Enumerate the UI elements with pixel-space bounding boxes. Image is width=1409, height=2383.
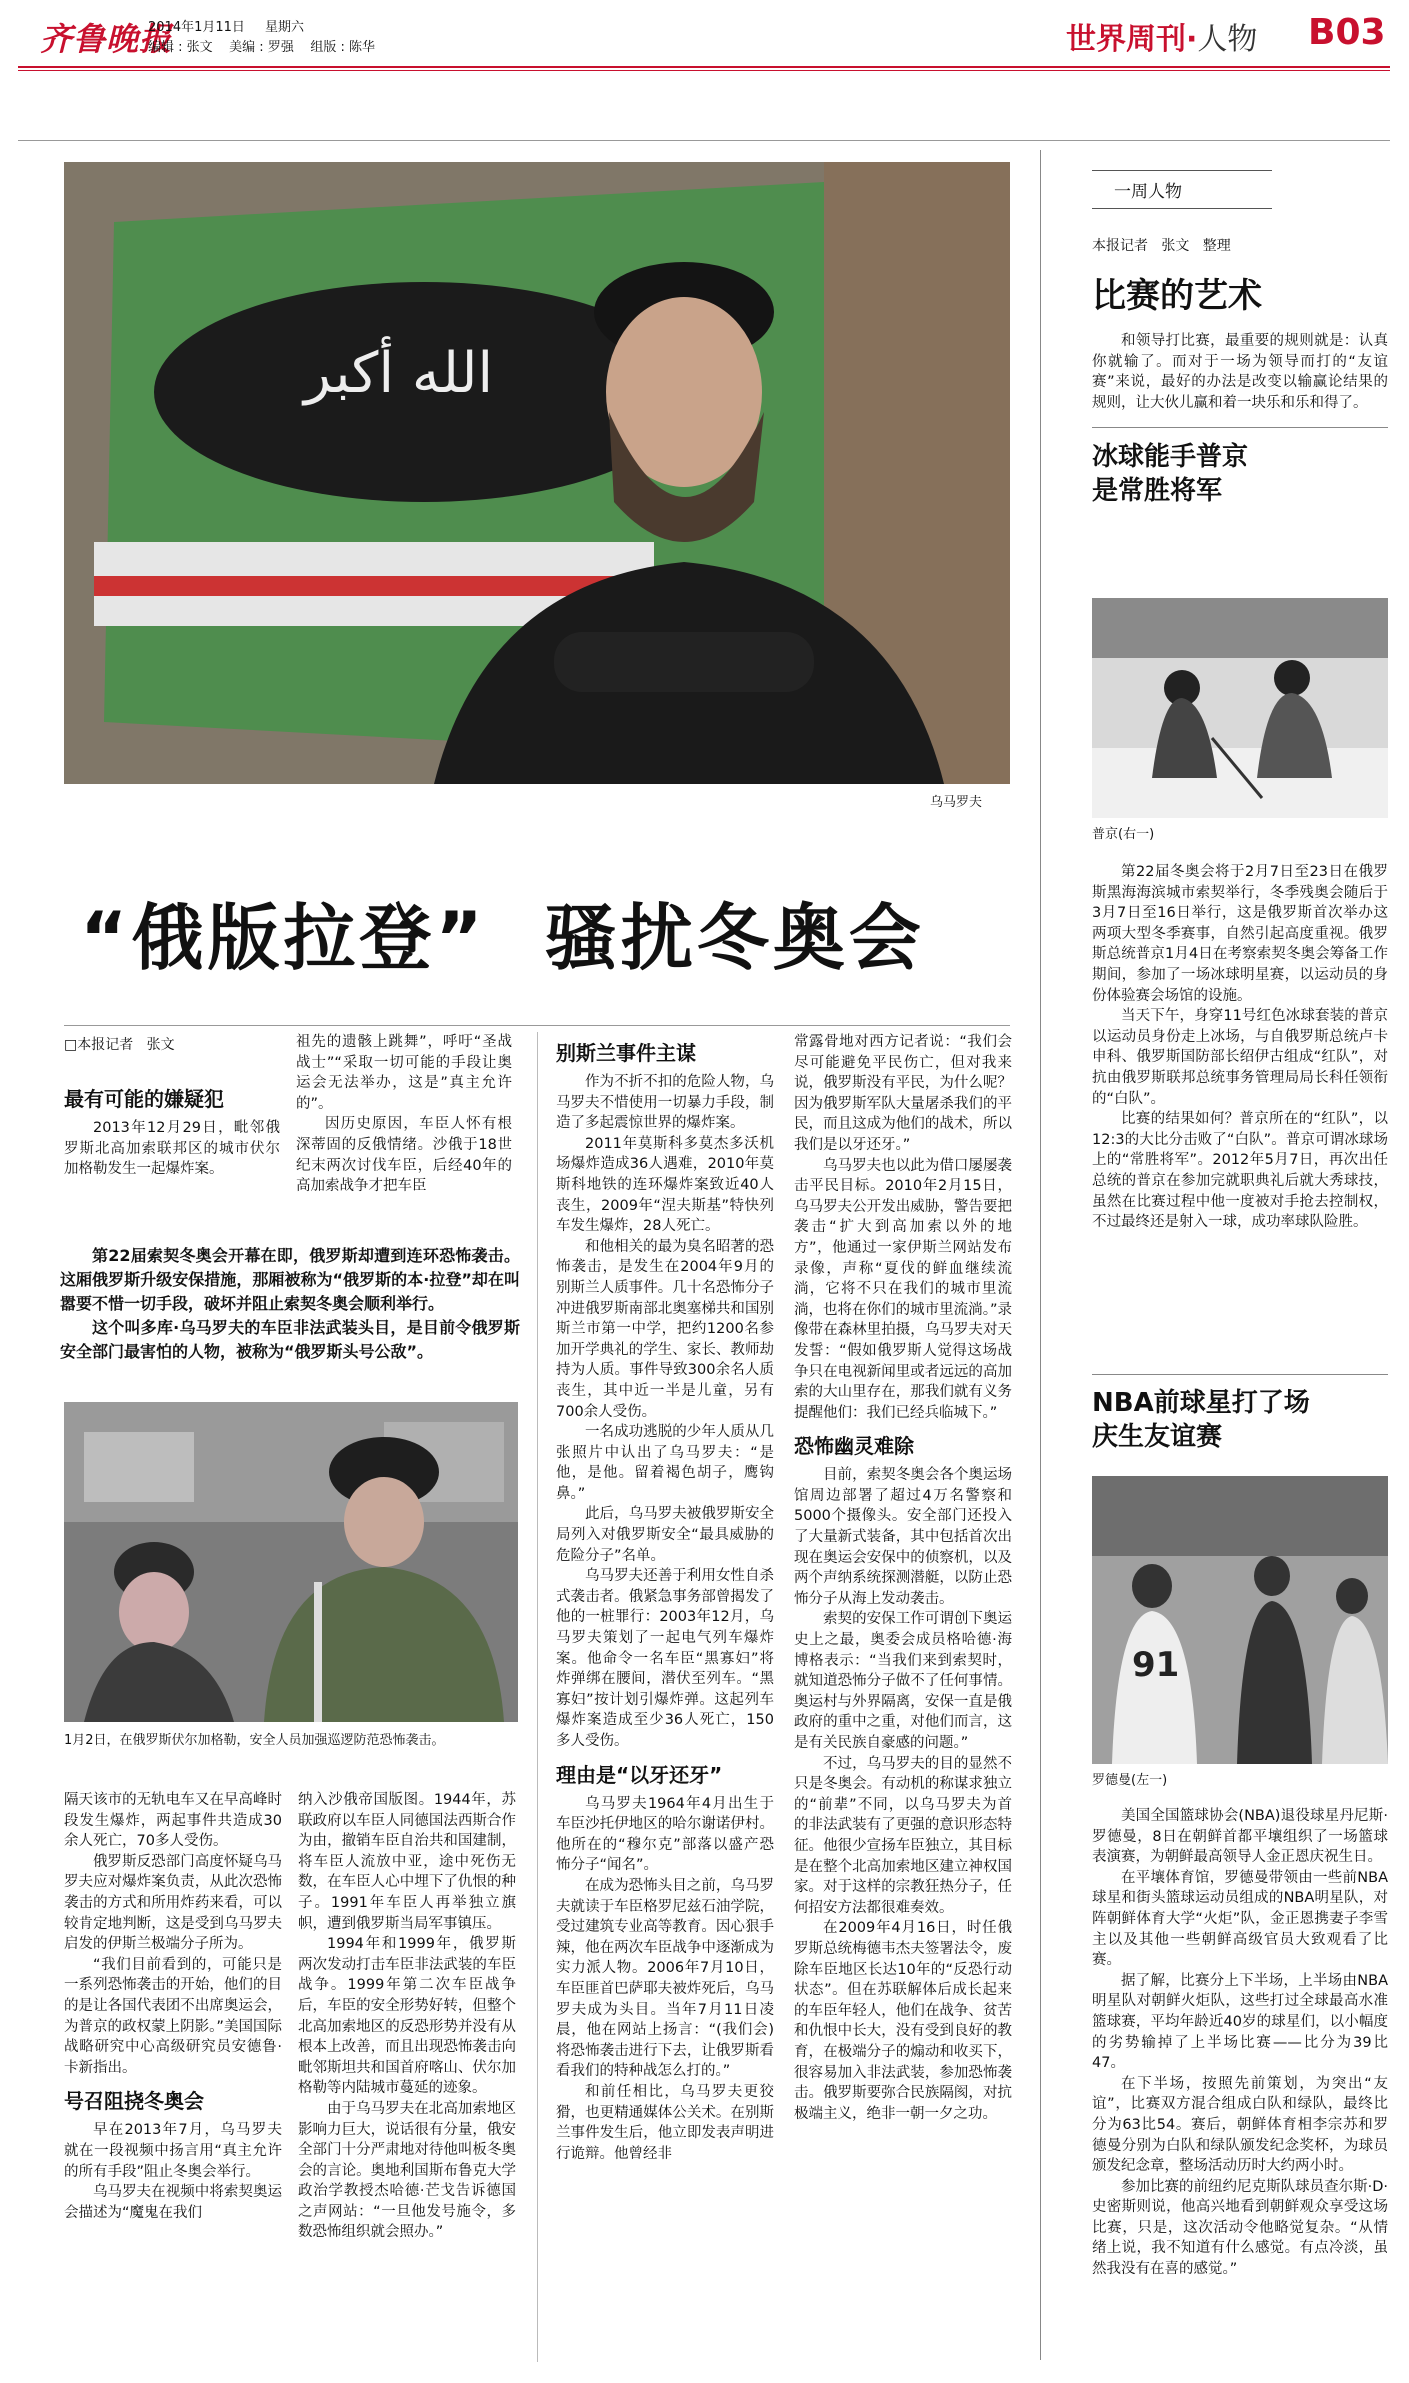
col4-para-2: 乌马罗夫也以此为借口屡屡袭击平民目标。2010年2月15日，乌马罗夫公开发出威胁，警告要把袭击“扩大到高加索以外的地方”，他通过一家伊斯兰网站发布录像，声称“夏伐的鲜血继续流淌，它将不只在我们的城市里流淌，也将在你们的城市里流淌。”录像带在森林里拍摄，乌马罗夫对天发誓：“假如俄罗斯人觉得这场战争只在电视新闻里或者远远的高加索的大山里存在，那我们就有义务提醒他们：我们已经兵临城下。” [794, 1157, 1012, 1421]
svg-text:91: 91 [1132, 1645, 1180, 1685]
col3-para-7: 乌马罗夫1964年4月出生于车臣沙托伊地区的哈尔谢诺伊村。他所在的“穆尔克”部落以盛产恐怖分子“闻名”。 [556, 1795, 774, 1874]
col3-para-2: 2011年莫斯科多莫杰多沃机场爆炸造成36人遇难，2010年莫斯科地铁的连环爆炸案致近40人丧生，2009年“涅夫斯基”特快列车发生爆炸，28人死亡。 [556, 1135, 774, 1235]
story1-para-2: 当天下午，身穿11号红色冰球套装的普京以运动员身份走上冰场，与自俄罗斯总统卢卡申科、俄罗斯国防部长绍伊古组成“红队”，对抗由俄罗斯联邦总统事务管理局局长科任领衔的“白队”。 [1092, 1008, 1388, 1107]
story2-para-3: 据了解，比赛分上下半场，上半场由NBA明星队对朝鲜火炬队，这些打过全球最高水准篮球赛，平均年龄近40岁的球星们，以小幅度的劣势输掉了上半场比赛——比分为39比47。 [1092, 1972, 1388, 2072]
col3-para-5: 此后，乌马罗夫被俄罗斯安全局列入对俄罗斯安全“最具威胁的危险分子”名单。 [556, 1506, 774, 1564]
main-photo [64, 162, 1010, 784]
story2-para-1: 美国全国篮球协会(NBA)退役球星丹尼斯·罗德曼，8日在朝鲜首都平壤组织了一场篮球表演赛，为朝鲜最高领导人金正恩庆祝生日。 [1092, 1808, 1388, 1866]
issue-date [148, 16, 304, 35]
col4-para-4: 索契的安保工作可谓创下奥运史上之最，奥委会成员格哈德·海博格表示：“当我们来到索契时，就知道恐怖分子做不了任何事情。奥运村与外界隔离，安保一直是俄政府的重中之重，对他们而言，这是有关民族自豪感的问题。” [794, 1611, 1012, 1751]
column-rule-right [1040, 150, 1041, 2360]
col3-para-6: 乌马罗夫还善于利用女性自杀式袭击者。俄紧急事务部曾揭发了他的一桩罪行：2003年12月，乌马罗夫策划了一起电气列车爆炸案。他命令一名车臣“黑寡妇”将炸弹绑在腰间，潜伏至列车。“黑寡妇”按计划引爆炸弹。这起列车爆炸案造成至少36人死亡，150多人受伤。 [556, 1568, 774, 1749]
subsection-name: 人物 [1197, 22, 1258, 57]
sidebar-rule-1 [1092, 427, 1388, 428]
column-2-bottom [298, 1790, 516, 2243]
story1-title-line1: 冰球能手普京 [1092, 442, 1249, 473]
rodman-photo-caption: 罗德曼(左一) [1092, 1773, 1168, 1788]
main-photo-caption: 乌马罗夫 [930, 795, 983, 810]
headline-rule [64, 1025, 1010, 1026]
putin-photo-caption: 普京(右一) [1092, 827, 1155, 842]
story2-body [1092, 1806, 1388, 2280]
col4-para-5: 不过，乌马罗夫的目的显然不只是冬奥会。有动机的称谋求独立的“前辈”不同，以乌马罗夫为首的非法武装有了更强的意识形态特征。他很少宣扬车臣独立，其目标是在整个北高加索地区建立神权国家。对于这样的宗教狂热分子，任何招安方法都很难奏效。 [794, 1755, 1012, 1916]
column-2-top [296, 1032, 512, 1197]
story1-para-3: 比赛的结果如何？普京所在的“红队”，以12:3的大比分击败了“白队”。普京可谓冰球场上的“常胜将军”。2012年5月7日，再次出任总统的普京在参加完就职典礼后就大秀球技，虽然在比赛过程中他一度被对手抢去控制权，不过最终还是射入一球，成功率球队险胜。 [1092, 1111, 1388, 1231]
lead-para-2: 这个叫多库·乌马罗夫的车臣非法武装头目，是目前令俄罗斯安全部门最害怕的人物，被称为“俄罗斯头号公敌”。 [60, 1318, 520, 1361]
headline: “俄版拉登” 骚扰冬奥会 [80, 896, 925, 980]
section-title [1066, 14, 1257, 58]
bus-photo [64, 1402, 518, 1722]
story1-title [1092, 440, 1388, 508]
col1b-para-3: “我们目前看到的，可能只是一系列恐怖袭击的开始，他们的目的是让各国代表团不出席奥运会，为普京的政权蒙上阴影。”美国国际战略研究中心高级研究员安德鲁·卡新指出。 [64, 1956, 282, 2076]
weekday-text: 星期六 [265, 20, 305, 35]
story1-title-line2: 是常胜将军 [1092, 476, 1223, 507]
sidebar-intro: 和领导打比赛，最重要的规则就是：认真你就输了。而对于一场为领导而打的“友谊赛”来说，最好的办法是改变以输赢论结果的规则，让大伙儿赢和着一块乐和乐和得了。 [1092, 333, 1388, 411]
top-border [18, 140, 1390, 141]
story2-para-2: 在平壤体育馆，罗德曼带领由一些前NBA球星和街头篮球运动员组成的NBA明星队，对阵朝鲜体育大学“火炬”队，金正恩携妻子李雪主以及其他一些朝鲜高级官员大致观看了比赛。 [1092, 1869, 1388, 1969]
col2-para-1: 祖先的遗骸上跳舞”，呼吁“圣战战士”“采取一切可能的手段让奥运会无法举办，这是”真主允许的”。 [296, 1034, 512, 1112]
story2-para-4: 在下半场，按照先前策划，为突出“友谊”，比赛双方混合组成白队和绿队，最终比分为63比54。赛后，朝鲜体育相李宗苏和罗德曼分别为白队和绿队颁发纪念奖杯，为球员颁发纪念章，整场活动历时大约两小时。 [1092, 2075, 1388, 2175]
col3-para-4: 一名成功逃脱的少年人质从几张照片中认出了乌马罗夫：“是他，是他。留着褐色胡子，鹰钩鼻。” [556, 1424, 774, 1502]
section-dot: · [1186, 22, 1198, 57]
bus-photo-illustration [64, 1402, 518, 1722]
sidebar-title: 比赛的艺术 [1092, 276, 1262, 316]
column-rule-left [537, 1032, 538, 2362]
subheading-obstruct: 号召阻挠冬奥会 [64, 2089, 204, 2114]
col4-para-1: 常露骨地对西方记者说：“我们会尽可能避免平民伤亡，但对我来说，俄罗斯没有平民，为什么呢？因为俄罗斯军队大量屠杀我们的平民，而且这成为他们的战术，所以我们是以牙还牙。” [794, 1034, 1012, 1153]
col3-para-9: 和前任相比，乌马罗夫更狡猾，也更精通媒体公关术。在别斯兰事件发生后，他立即发表声明进行诡辩。他曾经非 [556, 2083, 774, 2162]
col2-para-2: 因历史原因，车臣人怀有根深蒂固的反俄情绪。沙俄于18世纪末两次讨伐车臣，后经40年的高加索战争才把车臣 [296, 1116, 512, 1195]
col2b-para-2: 1994年和1999年，俄罗斯两次发动打击车臣非法武装的车臣战争。1999年第二次车臣战争后，车臣的安全形势好转，但整个北高加索地区的反恐形势并没有从根本上改善，而且出现恐怖袭击向毗邻斯坦共和国首府喀山、伏尔加格勒等内陆城市蔓延的迹象。 [298, 1936, 516, 2097]
umarov-photo-illustration [64, 162, 1010, 784]
basketball-photo-illustration [1092, 1476, 1388, 1764]
page-number: B03 [1308, 12, 1386, 53]
col2b-para-1: 纳入沙俄帝国版图。1944年，苏联政府以车臣人同德国法西斯合作为由，撤销车臣自治共和国建制，将车臣人流放中亚，途中死伤无数，在车臣人心中埋下了仇恨的种子。1991年车臣人再举独立旗帜，遭到俄罗斯当局军事镇压。 [298, 1792, 516, 1932]
masthead-rule [18, 66, 1390, 68]
sidebar [1092, 170, 1388, 508]
col3-para-1: 作为不折不扣的危险人物，乌马罗夫不惜使用一切暴力手段，制造了多起震惊世界的爆炸案。 [556, 1074, 774, 1132]
newspaper-logo: 齐鲁晚报 [40, 20, 173, 58]
story1-para-1: 第22届冬奥会将于2月7日至23日在俄罗斯黑海海滨城市索契举行，冬季残奥会随后于3月7日至16日举行，这是俄罗斯首次举办这两项大型冬季赛事，自然引起高度重视。俄罗斯总统普京1月4日在考察索契冬奥会筹备工作期间，参加了一场冰球明星赛，以运动员的身份体验赛会场馆的设施。 [1092, 864, 1388, 1004]
col4-para-6: 在2009年4月16日，时任俄罗斯总统梅德韦杰夫签署法令，废除车臣地区长达10年的“反恐行动状态”。但在苏联解体后成长起来的车臣年轻人，他们在战争、贫苦和仇恨中长大，没有受到良好的教育，在极端分子的煽动和收买下，很容易加入非法武装，参加恐怖袭击。俄罗斯要弥合民族隔阂，对抗极端主义，绝非一朝一夕之功。 [794, 1920, 1012, 2122]
col1b-para-2: 俄罗斯反恐部门高度怀疑乌马罗夫应对爆炸案负责，从此次恐怖袭击的方式和所用炸药来看，可以较肯定地判断，这是受到乌马罗夫启发的伊斯兰极端分子所为。 [64, 1853, 282, 1953]
col4-para-3: 目前，索契冬奥会各个奥运场馆周边部署了超过4万名警察和5000个摄像头。安全部门还投入了大量新式装备，其中包括首次出现在奥运会安保中的侦察机，以及两个声纳系统探测潜艇，以防止恐怖分子从海上发动袭击。 [794, 1467, 1012, 1607]
story2-title-line1: NBA前球星打了场 [1092, 1388, 1310, 1418]
lead-block [60, 1244, 520, 1364]
col1-para-1: 2013年12月29日，毗邻俄罗斯北高加索联邦区的城市伏尔加格勒发生一起爆炸案。 [64, 1120, 280, 1178]
story2-para-5: 参加比赛的前纽约尼克斯队球员查尔斯·D·史密斯则说，他高兴地看到朝鲜观众享受这场比赛，只是，这次活动令他略觉复杂。“从情绪上说，我不知道有什么感觉。有点冷淡，虽然我没有在喜的感觉。” [1092, 2178, 1388, 2278]
subheading-revenge: 理由是“以牙还牙” [556, 1762, 723, 1787]
col1b-para-1: 隔天该市的无轨电车又在早高峰时段发生爆炸，两起事件共造成30余人死亡，70多人受伤。 [64, 1792, 282, 1850]
editor-credits: 编辑 : 张文 美编 : 罗强 组版 : 陈华 [148, 40, 375, 55]
col3-para-3: 和他相关的最为臭名昭著的恐怖袭击，是发生在2004年9月的别斯兰人质事件。几十名恐怖分子冲进俄罗斯南部北奥塞梯共和国别斯兰市第一中学，把约1200名参加开学典礼的学生、家长、教师劫持为人质。事件导致300余名人质丧生，其中近一半是儿童，另有700余人受伤。 [556, 1238, 774, 1420]
sidebar-rule-2 [1092, 1374, 1388, 1375]
lead-para-1: 第22届索契冬奥会开幕在即，俄罗斯却遭到连环恐怖袭击。这厢俄罗斯升级安保措施，那厢被称为“俄罗斯的本·拉登”却在叫嚣要不惜一切手段，破坏并阻止索契冬奥会顺利举行。 [60, 1246, 520, 1313]
rodman-basketball-photo [1092, 1476, 1388, 1764]
subheading-suspect: 最有可能的嫌疑犯 [64, 1087, 224, 1111]
subheading-terror-ghost: 恐怖幽灵难除 [794, 1434, 914, 1459]
subheading-beslan: 别斯兰事件主谋 [556, 1041, 696, 1065]
col3-para-8: 在成为恐怖头目之前，乌马罗夫就读于车臣格罗尼兹石油学院，受过建筑专业高等教育。因心狠手辣，他在两次车臣战争中逐渐成为实力派人物。2006年7月10日，车臣匪首巴萨耶夫被炸死后，乌马罗夫成为头目。当年7月11日凌晨，他在网站上扬言：“(我们会)将恐怖袭击进行下去，让俄罗斯看看我们的特种战怎么打的。” [556, 1877, 774, 2080]
story2-title-line2: 庆生友谊赛 [1092, 1422, 1223, 1452]
story2-title [1092, 1386, 1310, 1454]
col1b-para-5: 乌马罗夫在视频中将索契奥运会描述为“魔鬼在我们 [64, 2184, 282, 2221]
putin-hockey-photo [1092, 598, 1388, 818]
section-name: 世界周刊 [1066, 22, 1186, 57]
column-1-top [64, 1076, 280, 1180]
column-1-bottom [64, 1790, 282, 2223]
date-text: 2014年1月11日 [148, 20, 245, 35]
story1-body [1092, 862, 1388, 1233]
col2b-para-3: 由于乌马罗夫在北高加索地区影响力巨大，说话很有分量，俄安全部门十分严肃地对待他叫板冬奥会的言论。奥地利国斯布鲁克大学政治学教授杰哈德·芒戈告诉德国之声网站：“一旦他发号施令，多数恐怖组织就会照办。” [298, 2100, 516, 2241]
svg-text:الله أكبر: الله أكبر [304, 341, 493, 406]
bus-photo-caption: 1月2日，在俄罗斯伏尔加格勒，安全人员加强巡逻防范恐怖袭击。 [64, 1733, 445, 1748]
sidebar-byline: 本报记者 张文 整理 [1092, 238, 1231, 254]
sidebar-tag: 一周人物 [1092, 170, 1272, 209]
col1b-para-4: 早在2013年7月，乌马罗夫就在一段视频中扬言用“真主允许的所有手段”阻止冬奥会举行。 [64, 2122, 282, 2180]
masthead-rule-thin [18, 70, 1390, 71]
column-3 [556, 1040, 774, 2164]
byline: □本报记者 张文 [64, 1037, 175, 1053]
hockey-photo-illustration [1092, 598, 1388, 818]
column-4 [794, 1032, 1012, 2124]
